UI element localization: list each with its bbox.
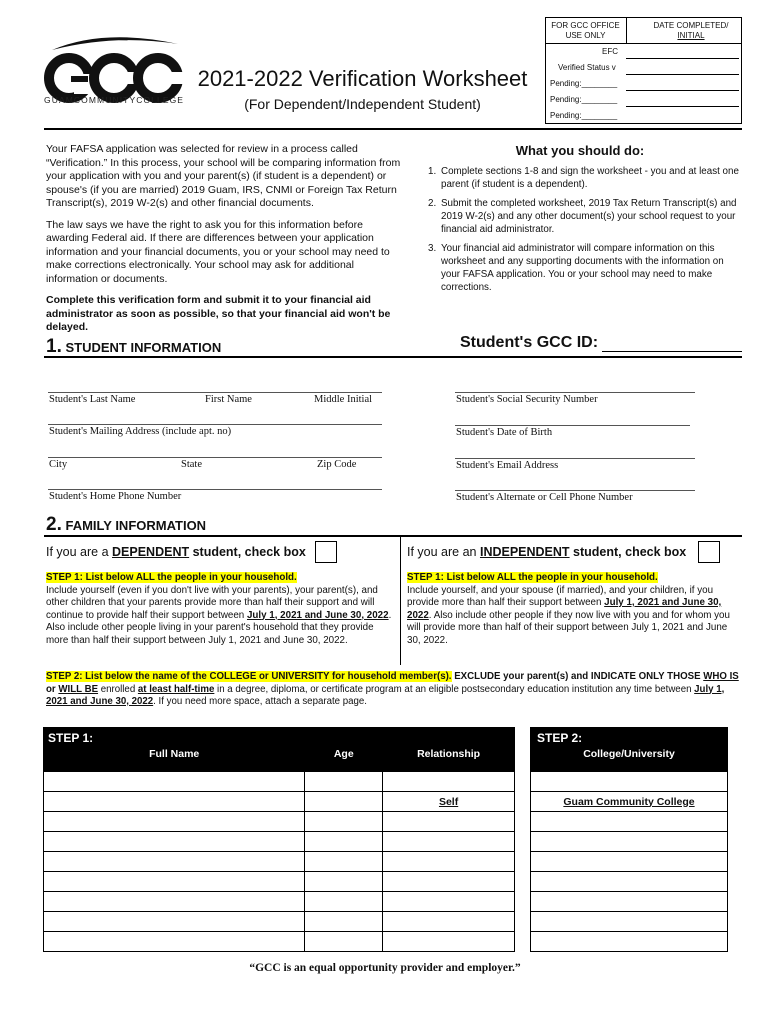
page-title: 2021-2022 Verification Worksheet — [197, 66, 528, 91]
last-name-label: Student's Last Name — [49, 394, 136, 405]
address-label: Student's Mailing Address (include apt. no) — [49, 426, 232, 437]
full-name-header: STEP 1: Full Name — [44, 728, 305, 772]
office-use-label: FOR GCC OFFICE USE ONLY — [551, 21, 620, 40]
column-divider — [400, 537, 401, 665]
table-cell[interactable] — [383, 912, 515, 932]
logo-subtitle: GUAMCOMMUNITYCOLLEGE — [44, 95, 185, 105]
what-to-do-list — [428, 165, 743, 300]
independent-check-label: If you are an INDEPENDENT student, check box — [407, 545, 687, 559]
email-line[interactable] — [455, 458, 695, 459]
email-label: Student's Email Address — [456, 460, 559, 471]
table-cell[interactable] — [44, 912, 305, 932]
name-line[interactable] — [48, 392, 382, 393]
pending-label: Pending:________ — [550, 95, 618, 104]
what-to-do-title: What you should do: — [515, 143, 645, 158]
pending-label: Pending:________ — [550, 79, 618, 88]
pending-label: Pending:________ — [550, 111, 618, 120]
home-phone-label: Student's Home Phone Number — [49, 491, 182, 502]
table-cell[interactable] — [44, 932, 305, 952]
cell-phone-line[interactable] — [455, 490, 695, 491]
table-cell[interactable] — [531, 832, 728, 852]
table-cell[interactable] — [305, 852, 383, 872]
table-cell: Guam Community College — [531, 792, 728, 812]
college-header: STEP 2: College/University — [531, 728, 728, 772]
table-cell[interactable] — [305, 932, 383, 952]
dependent-step1: STEP 1: List below ALL the people in your household. Include yourself (even if you don't live with your parents), your parent(s), and other children that your parents provide more than half their support and will continue to provide half their support between July 1, 2021 and June 30, 2022. Also include other people living in your parent's household that they provide more than half their support between July 1, 2021 and June 30, 2022. — [46, 572, 392, 646]
address-line[interactable] — [48, 424, 382, 425]
table-cell[interactable] — [383, 872, 515, 892]
step2-instructions: STEP 2: List below the name of the COLLEGE or UNIVERSITY for household member(s). EXCLUDE your parent(s) and INDICATE ONLY THOSE WHO IS or WILL BE enrolled at least half-time in a degree, diploma, or certificate program at an eligible postsecondary education institution any time between July 1, 2021 and June 30, 2022. If you need more space, attach a separate page. — [46, 671, 739, 707]
table-cell[interactable] — [44, 832, 305, 852]
intro-paragraph: Your FAFSA application was selected for review in a process called “Verification.” In this process, your school will be comparing information from your application with you and your parent(s) (if student is a dependent) or spouse's (if you are married) 2019 Guam, IRS, CNMI or Foreign Tax Return Transcript(s), 2019 W-2(s) and other financial documents. — [46, 143, 401, 209]
table-cell[interactable] — [383, 832, 515, 852]
table-cell[interactable] — [305, 812, 383, 832]
table-cell[interactable] — [383, 932, 515, 952]
table-cell[interactable] — [44, 872, 305, 892]
dob-line[interactable] — [455, 425, 690, 426]
table-cell: Self — [383, 792, 515, 812]
table-cell[interactable] — [305, 832, 383, 852]
independent-step1: STEP 1: List below ALL the people in your household. Include yourself, and your spouse (if married), and your children, if you provide more than half their support between July 1, 2021 and June 30, 2022. Also include other people if they now live with you and for whom you will provide more than half of their support between July 1, 2021 and June 30, 2022. — [407, 572, 730, 646]
table-cell[interactable] — [44, 792, 305, 812]
middle-initial-label: Middle Initial — [314, 394, 373, 405]
dob-label: Student's Date of Birth — [456, 427, 553, 438]
verified-status-label: Verified Status v — [558, 63, 616, 72]
relationship-header: Relationship — [383, 728, 515, 772]
divider — [44, 356, 742, 358]
table-cell[interactable] — [44, 892, 305, 912]
table-cell[interactable] — [305, 792, 383, 812]
footer-statement: “GCC is an equal opportunity provider and employer.” — [249, 962, 521, 974]
efc-label: EFC — [602, 47, 618, 56]
zip-label: Zip Code — [317, 459, 357, 470]
table-cell[interactable] — [44, 772, 305, 792]
city-label: City — [49, 459, 68, 470]
college-table — [530, 727, 728, 952]
table-cell[interactable] — [531, 852, 728, 872]
table-cell[interactable] — [531, 872, 728, 892]
table-cell[interactable] — [305, 912, 383, 932]
intro-instruction: Complete this verification form and submit it to your financial aid administrator as soon as possible, so that your financial aid won't be delayed. — [46, 294, 391, 333]
table-cell[interactable] — [305, 872, 383, 892]
table-cell[interactable] — [531, 892, 728, 912]
dependent-check-label: If you are a DEPENDENT student, check box — [46, 545, 306, 559]
date-completed-label: DATE COMPLETED/ INITIAL — [653, 21, 729, 40]
intro-text — [46, 143, 406, 343]
table-cell[interactable] — [531, 932, 728, 952]
table-cell[interactable] — [383, 892, 515, 912]
gcc-id-field[interactable]: Student's GCC ID: — [460, 334, 742, 352]
dependent-checkbox[interactable] — [315, 541, 337, 563]
table-cell[interactable] — [305, 892, 383, 912]
home-phone-line[interactable] — [48, 489, 382, 490]
section-2-title: 2. FAMILY INFORMATION — [46, 514, 207, 535]
ssn-line[interactable] — [455, 392, 695, 393]
table-cell[interactable] — [44, 852, 305, 872]
independent-checkbox[interactable] — [698, 541, 720, 563]
table-cell[interactable] — [531, 912, 728, 932]
list-item: 3. Your financial aid administrator will compare information on this worksheet and any supporting documents with the information on your FAFSA application. You or your school may need to make corrections. — [428, 243, 724, 293]
cell-phone-label: Student's Alternate or Cell Phone Number — [456, 492, 633, 503]
state-label: State — [181, 459, 202, 470]
table-cell[interactable] — [44, 812, 305, 832]
table-cell[interactable] — [531, 812, 728, 832]
first-name-label: First Name — [205, 394, 252, 405]
intro-paragraph: The law says we have the right to ask you for this information before awarding Federal aid. If there are differences between your application information and your financial documents, you or your school may need to make corrections electronically. Your school may ask for additional information or documents. — [46, 218, 390, 285]
table-cell[interactable] — [383, 852, 515, 872]
list-item: 2. Submit the completed worksheet, 2019 Tax Return Transcript(s) and 2019 W-2(s) and any other document(s) your school request to your financial aid administrator. — [428, 198, 737, 235]
ssn-label: Student's Social Security Number — [456, 394, 598, 405]
table-cell[interactable] — [531, 772, 728, 792]
household-table — [43, 727, 515, 952]
age-header: Age — [305, 728, 383, 772]
table-cell[interactable] — [383, 772, 515, 792]
table-cell[interactable] — [383, 812, 515, 832]
page-subtitle: (For Dependent/Independent Student) — [244, 96, 481, 112]
section-1-title: 1. STUDENT INFORMATION — [46, 336, 222, 357]
divider — [44, 128, 742, 130]
office-use-box — [545, 17, 742, 124]
city-line[interactable] — [48, 457, 382, 458]
divider — [44, 535, 742, 537]
table-cell[interactable] — [305, 772, 383, 792]
list-item: 1. Complete sections 1-8 and sign the worksheet - you and at least one parent (if student is a dependent). — [428, 166, 739, 190]
